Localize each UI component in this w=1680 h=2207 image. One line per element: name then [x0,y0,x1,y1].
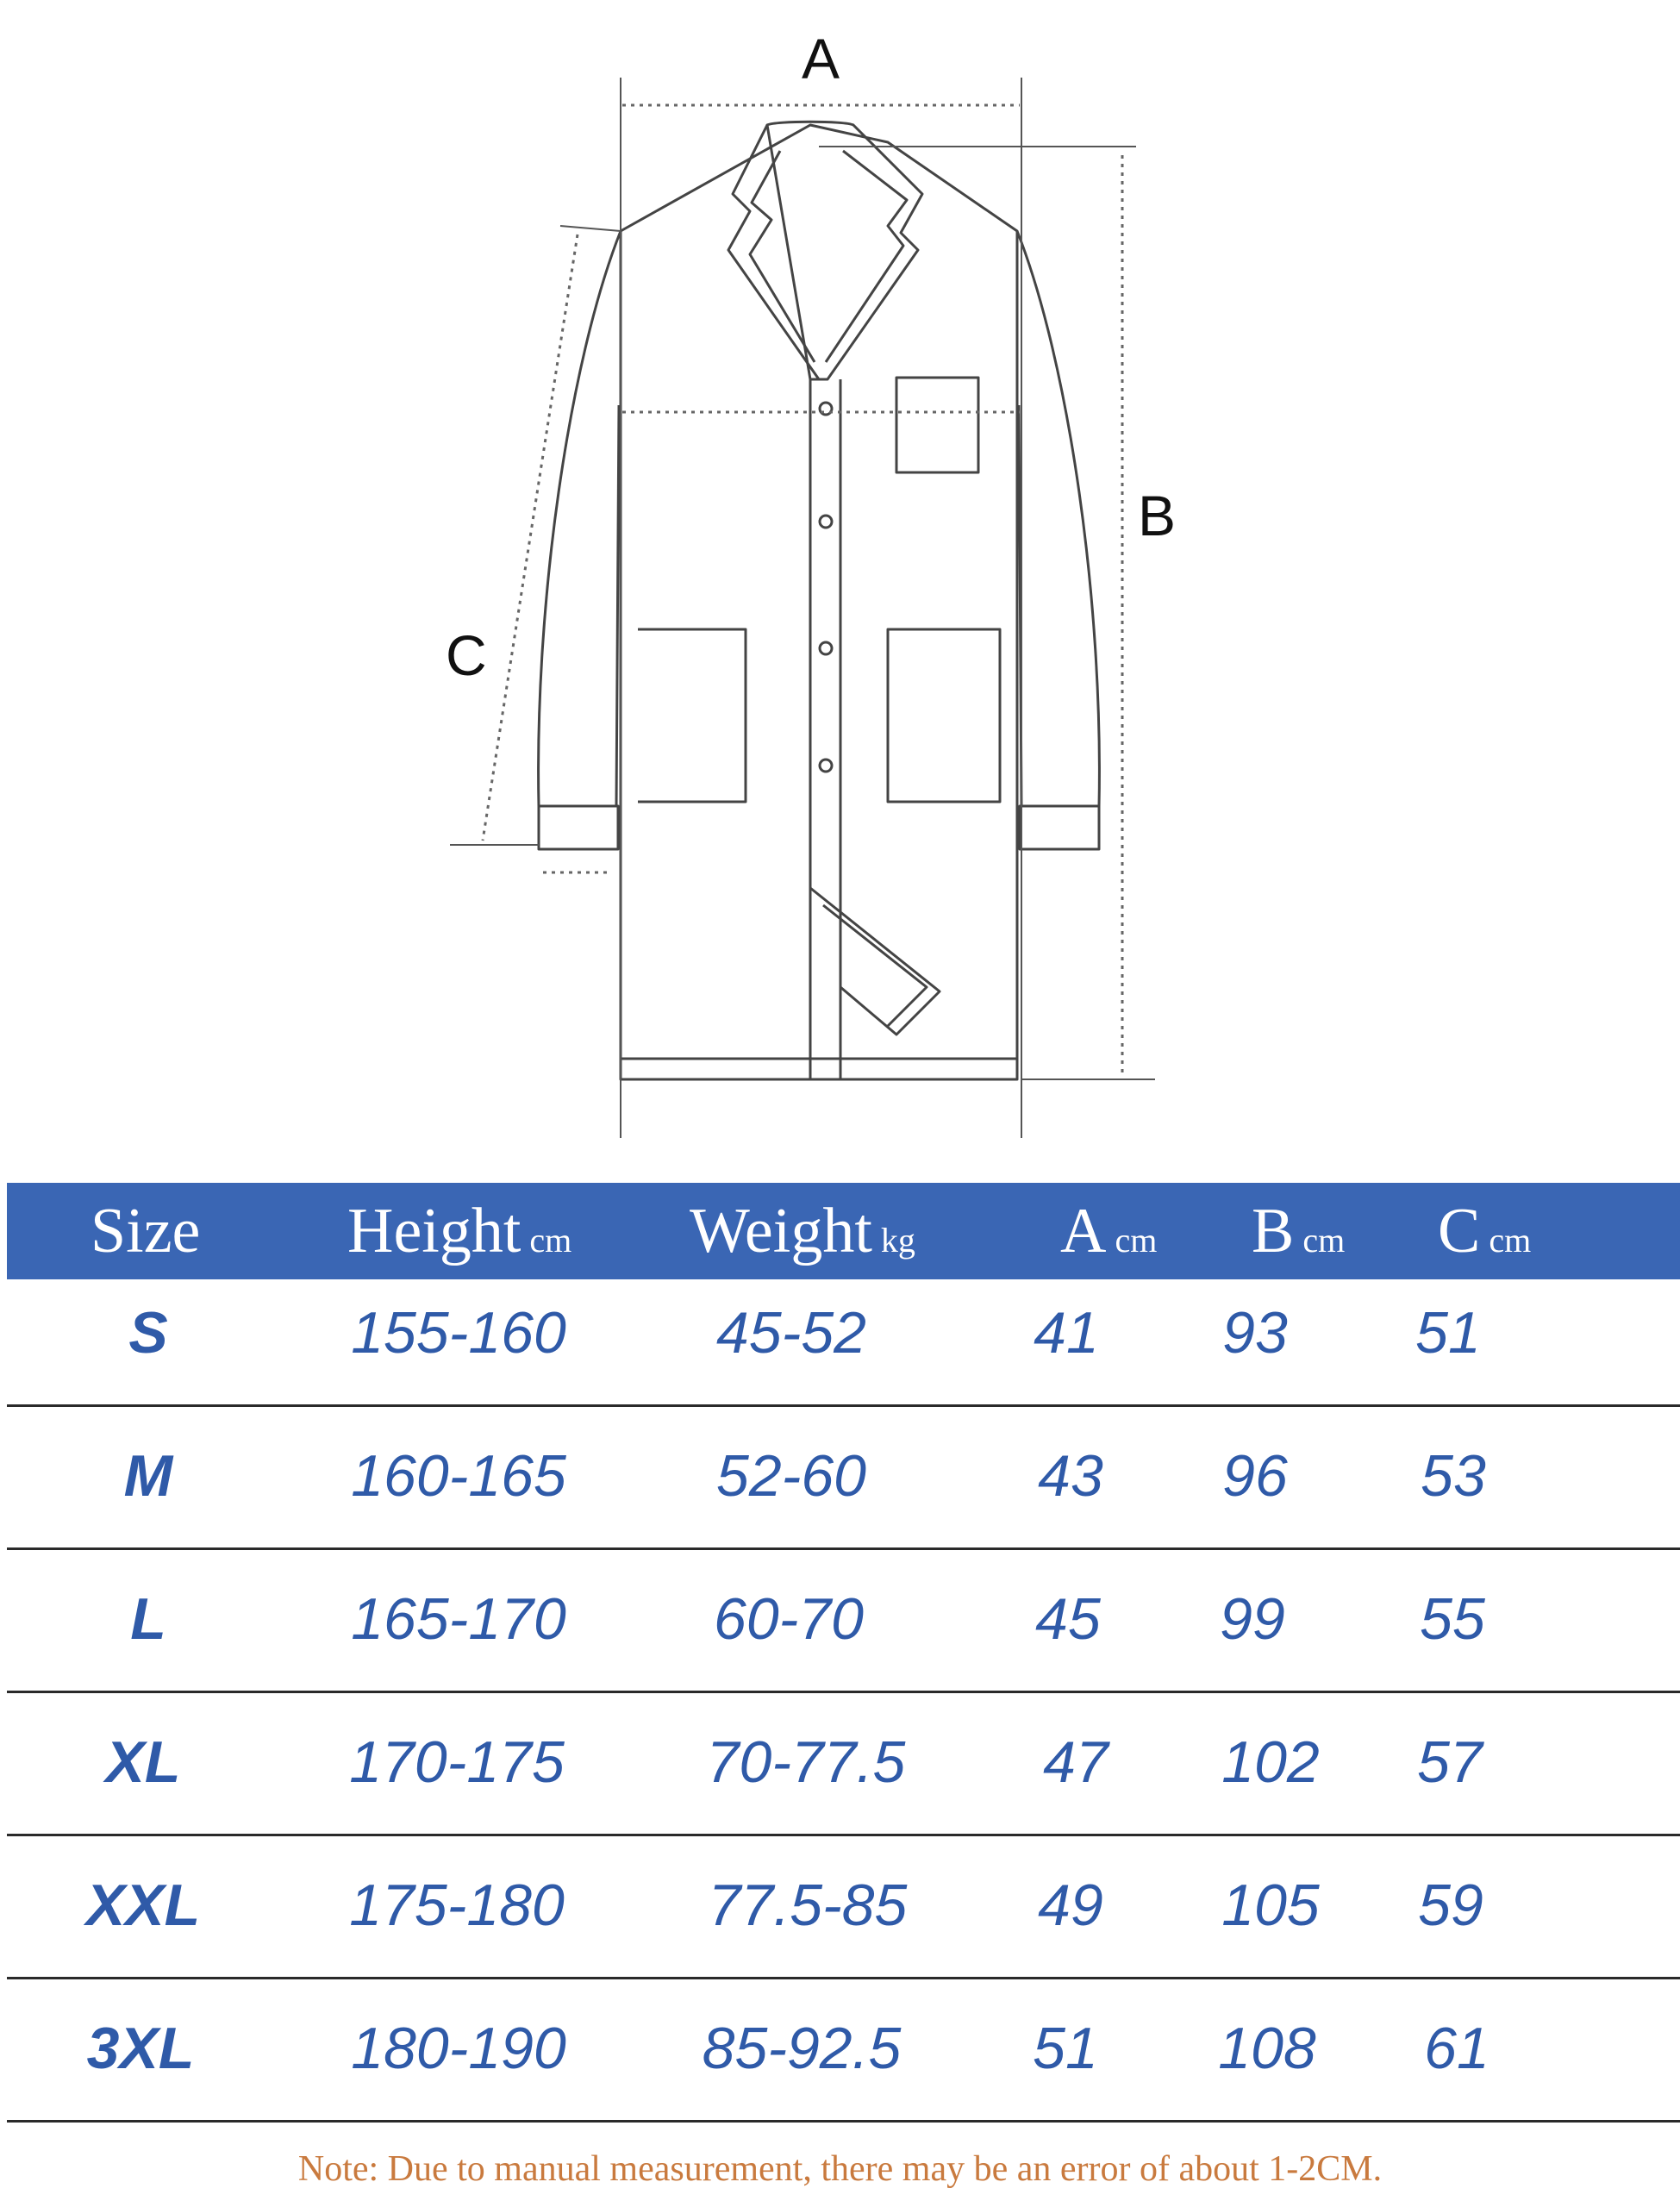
dimension-b-label: B [1138,484,1177,547]
cell-size: 3XL [86,2016,195,2081]
cell-a: 45 [1035,1586,1101,1652]
cell-height: 175-180 [349,1873,565,1938]
left-sleeve-outline [539,231,621,806]
cell-size: S [128,1300,168,1366]
cell-size: M [123,1443,173,1509]
right-cuff [1020,806,1099,849]
row-divider [7,2120,1680,2123]
header-a [1060,1197,1157,1266]
header-weight-label: Weight [690,1196,872,1266]
left-lower-pocket [638,629,746,802]
cell-weight: 77.5-85 [708,1873,908,1938]
header-b [1252,1197,1345,1266]
header-c-unit: cm [1489,1221,1532,1260]
cell-size: XL [105,1729,181,1795]
table-row [0,1550,1680,1693]
header-height-label: Height [347,1196,521,1266]
cell-b: 102 [1221,1729,1320,1795]
cell-c: 59 [1418,1873,1483,1938]
header-weight [690,1197,915,1266]
cell-size: XXL [85,1873,201,1938]
header-c [1438,1197,1531,1266]
cell-b: 105 [1221,1873,1320,1938]
cell-b: 96 [1222,1443,1288,1509]
header-b-label: B [1252,1196,1295,1266]
header-a-label: A [1060,1196,1107,1266]
header-height [347,1197,571,1266]
cell-height: 170-175 [349,1729,565,1795]
dimension-a-label: A [802,27,840,91]
header-b-unit: cm [1302,1221,1346,1260]
cell-c: 53 [1421,1443,1486,1509]
header-c-label: C [1438,1196,1481,1266]
dimension-c-line [483,234,578,841]
cell-b: 93 [1222,1300,1288,1366]
cell-c: 55 [1420,1586,1485,1652]
header-size [91,1197,200,1266]
header-height-unit: cm [529,1221,572,1260]
lapel-inner-right [826,151,907,362]
cell-weight: 85-92.5 [702,2016,902,2081]
cell-height: 165-170 [351,1586,566,1652]
cell-height: 160-165 [351,1443,566,1509]
lapel-inner-left [750,151,815,362]
right-sleeve-outline [1017,231,1099,806]
cell-a: 51 [1033,2016,1098,2081]
cell-height: 180-190 [351,2016,566,2081]
cell-a: 41 [1034,1300,1099,1366]
cell-a: 43 [1038,1443,1103,1509]
table-row [0,1979,1680,2123]
cell-a: 47 [1043,1729,1109,1795]
right-lower-pocket [888,629,1000,802]
table-row [0,1407,1680,1550]
cell-weight: 52-60 [716,1443,866,1509]
header-size-label: Size [91,1196,201,1266]
coat-body-outline [621,125,1017,1079]
cell-c: 61 [1424,2016,1490,2081]
left-cuff [539,806,618,849]
chest-pocket [896,378,978,472]
cell-height: 155-160 [351,1300,566,1366]
cell-b: 99 [1220,1586,1285,1652]
cell-b: 108 [1218,2016,1316,2081]
table-row [0,1264,1680,1407]
cell-size: L [130,1586,166,1652]
measurement-note: Note: Due to manual measurement, there may be an error of about 1-2CM. [297,2149,1383,2189]
cell-weight: 70-77.5 [706,1729,906,1795]
cell-weight: 45-52 [716,1300,866,1366]
cell-c: 51 [1415,1300,1481,1366]
table-row [0,1693,1680,1836]
header-weight-unit: kg [880,1221,915,1260]
cell-a: 49 [1038,1873,1103,1938]
header-a-unit: cm [1115,1221,1158,1260]
cell-c: 57 [1417,1729,1483,1795]
dimension-c-label: C [446,623,487,687]
table-row [0,1836,1680,1979]
cell-weight: 60-70 [714,1586,864,1652]
buttons [820,403,832,772]
